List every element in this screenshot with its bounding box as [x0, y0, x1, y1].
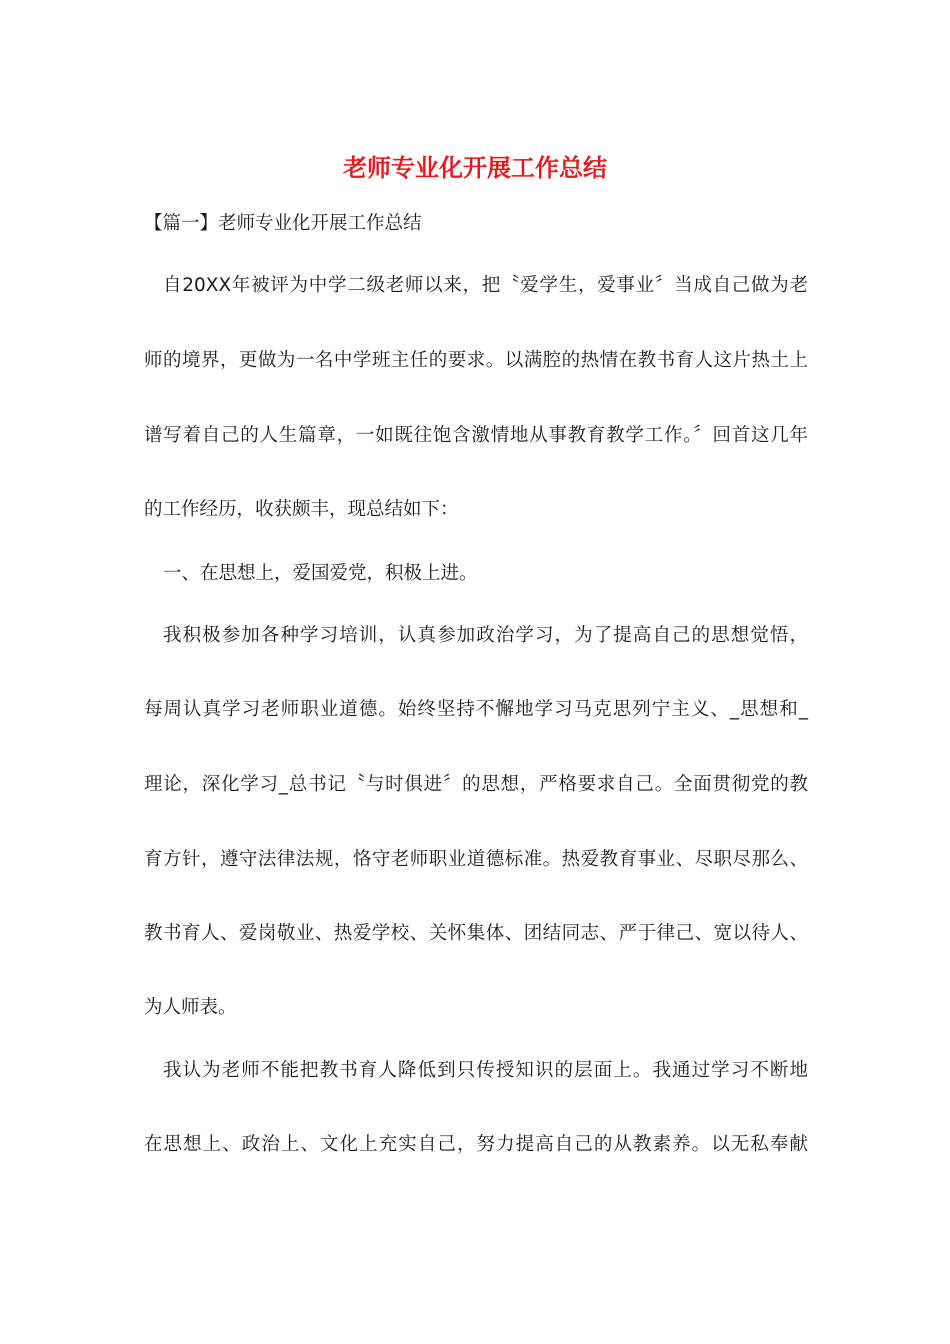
paragraph-line: 我积极参加各种学习培训，认真参加政治学习，为了提高自己的思想觉悟， [163, 625, 808, 646]
subheading-line: 一、在思想上，爱国爱党，积极上进。 [163, 563, 478, 584]
paragraph-line: 在思想上、政治上、文化上充实自己，努力提高自己的从教素养。以无私奉献 [144, 1134, 808, 1155]
paragraph-line: 我认为老师不能把教书育人降低到只传授知识的层面上。我通过学习不断地 [163, 1060, 808, 1081]
paragraph-line: 为人师表。 [144, 997, 237, 1018]
paragraph-line: 教书育人、爱岗敬业、热爱学校、关怀集体、团结同志、严于律己、宽以待人、 [144, 923, 808, 944]
paragraph-line: 理论，深化学习_总书记〝与时俱进〞的思想，严格要求自己。全面贯彻党的教 [144, 774, 808, 795]
section-heading: 【篇一】老师专业化开展工作总结 [144, 213, 422, 234]
paragraph-line: 谱写着自己的人生篇章，一如既往饱含激情地从事教育教学工作。〞回首这几年 [144, 425, 808, 446]
paragraph-line: 自20XX年被评为中学二级老师以来，把〝爱学生，爱事业〞当成自己做为老 [163, 275, 808, 296]
paragraph-line: 师的境界，更做为一名中学班主任的要求。以满腔的热情在教书育人这片热土上 [144, 350, 808, 371]
paragraph-line: 的工作经历，收获颇丰，现总结如下： [144, 499, 459, 520]
document-title: 老师专业化开展工作总结 [343, 153, 607, 182]
paragraph-line: 育方针，遵守法律法规，恪守老师职业道德标准。热爱教育事业、尽职尽那么、 [144, 849, 808, 870]
paragraph-line: 每周认真学习老师职业道德。始终坚持不懈地学习马克思列宁主义、_思想和_ [144, 699, 808, 720]
